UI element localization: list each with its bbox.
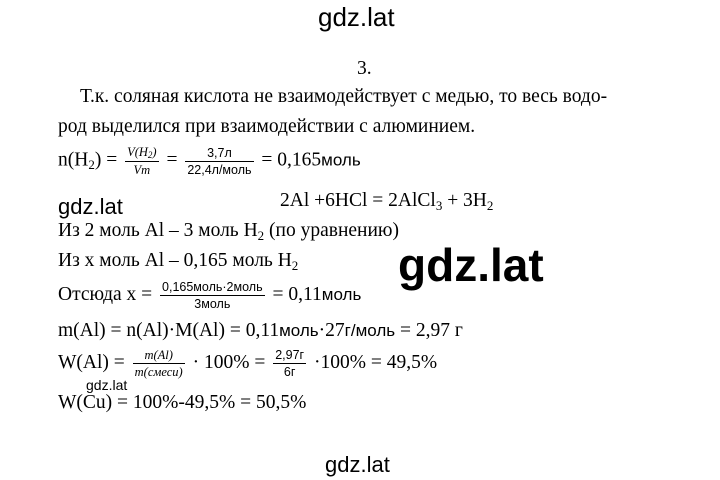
eq1-result: = 0,165 (261, 149, 322, 171)
wal-denominator-2: 6г (283, 365, 296, 379)
reaction-sub-2: 2 (486, 198, 494, 213)
frac1-numerator: V(H2) (127, 145, 157, 160)
mass-al: m(Al) = n(Al)·M(Al) = 0,11моль·27г/моль = 2,97 г (58, 320, 463, 341)
solve-result: = 0,11 (272, 283, 322, 305)
fraction-solve (160, 280, 265, 311)
solve-x (58, 280, 361, 311)
watermark-big: gdz.lat (398, 239, 544, 291)
solve-numerator: 0,165моль·2моль (162, 280, 263, 294)
fraction-mass-ratio (133, 348, 185, 379)
ratio-line-2: Из x моль Al – 0,165 моль $H_2$ (58, 250, 299, 273)
reaction-sub-1: 3 (435, 198, 443, 213)
mass-fraction-al (58, 348, 437, 379)
reaction-part-1: 2Al +6HCl = 2AlCl (280, 190, 436, 211)
wal-denominator: m(смеси) (134, 365, 183, 379)
wal-numerator: m(Al) (133, 348, 185, 364)
fraction-volume-over-vm (125, 145, 159, 177)
eq1-lhs-a: n(H (58, 149, 89, 171)
equation-moles-h2 (58, 145, 361, 177)
reaction-equation (280, 190, 493, 213)
watermark-left: gdz.lat (58, 194, 123, 219)
fraction-mass-values (273, 348, 306, 379)
watermark-top: gdz.lat (318, 2, 395, 32)
wal-numerator-2: 2,97г (275, 348, 305, 362)
wal-mult: · 100% = (192, 351, 266, 373)
wal-prefix: W(Al) = (58, 351, 125, 373)
frac2-numerator: 3,7л (185, 146, 253, 162)
solve-prefix: Отсюда x = (58, 283, 153, 305)
intro-line-1: Т.к. соляная кислота не взаимодействует с медью, то весь водо- (80, 86, 608, 107)
wal-result: ·100% = 49,5% (313, 351, 438, 373)
eq1-equals: = (166, 149, 178, 171)
mass-fraction-cu: W(Cu) = 100%-49,5% = 50,5% (58, 392, 307, 413)
watermark-bottom: gdz.lat (325, 452, 390, 477)
solve-result-unit: моль (321, 284, 362, 304)
eq1-lhs-sub: 2 (88, 157, 95, 173)
intro-line-2: род выделился при взаимодействии с алюминием. (58, 116, 476, 137)
solve-denominator: 3моль (194, 297, 231, 311)
watermark-small: gdz.lat (86, 377, 128, 393)
frac1-denominator: Vm (133, 163, 151, 177)
reaction-part-2: + 3H (442, 190, 487, 211)
eq1-lhs-b: ) = (94, 149, 118, 171)
ratio-line-1: Из 2 моль Al – 3 моль $H_2$ (по уравнению) (58, 220, 399, 243)
problem-number: 3. (357, 58, 372, 79)
fraction-values (185, 146, 253, 177)
frac2-denominator: 22,4л/моль (187, 162, 252, 177)
eq1-result-unit: моль (321, 150, 361, 170)
